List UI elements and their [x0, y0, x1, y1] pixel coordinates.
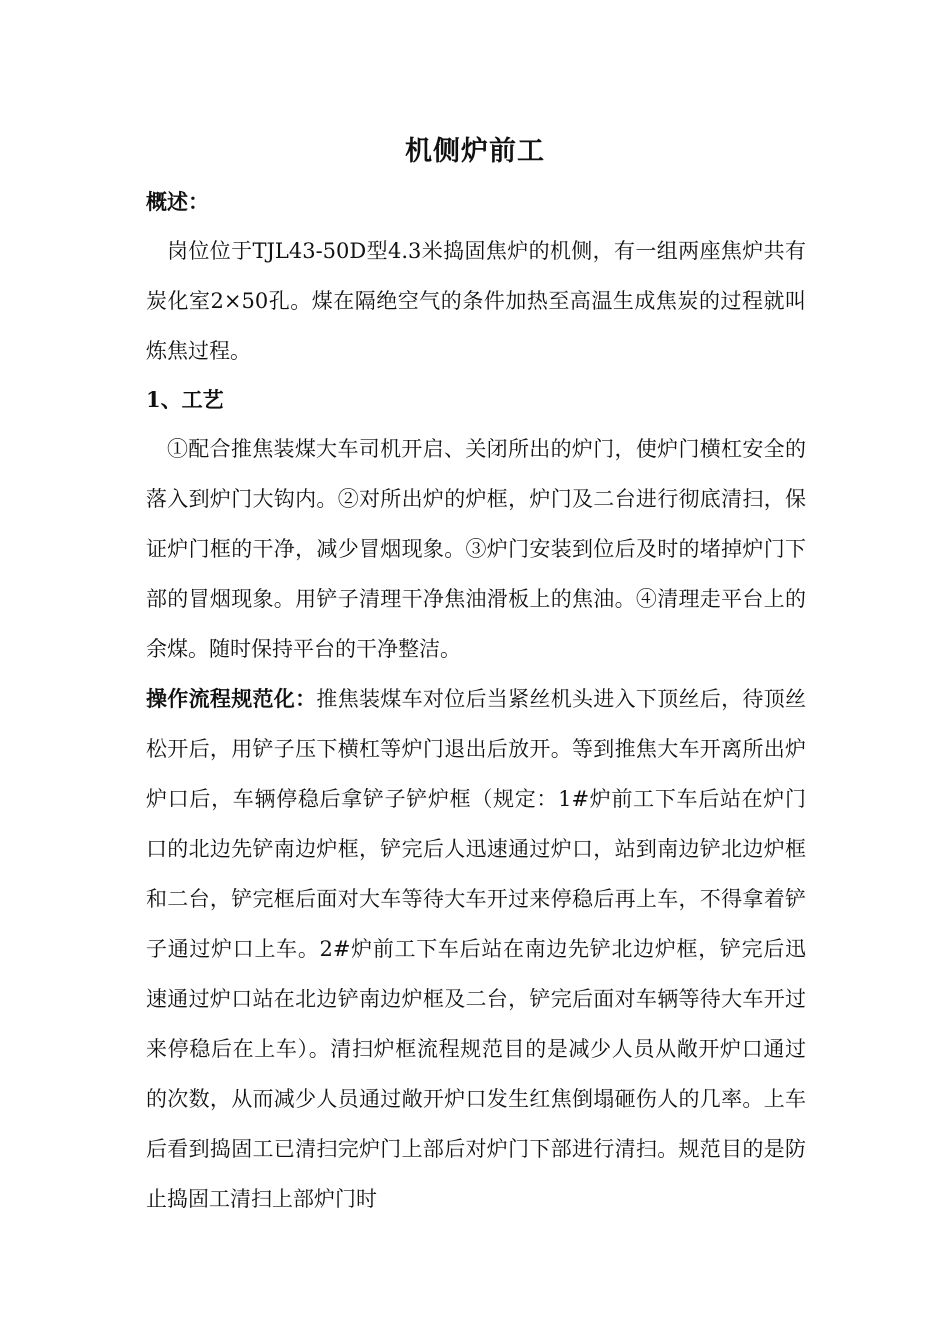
- section-1-paragraph: ①配合推焦装煤大车司机开启、关闭所出的炉门，使炉门横杠安全的落入到炉门大钩内。②对所出炉的炉框，炉门及二台进行彻底清扫，保证炉门框的干净，减少冒烟现象。③炉门安装到位后及时的堵掉炉门下部的冒烟现象。用铲子清理干净焦油滑板上的焦油。④清理走平台上的余煤。随时保持平台的干净整洁。: [146, 437, 806, 661]
- procedure-label: 操作流程规范化：: [146, 686, 317, 711]
- procedure-paragraph: [146, 674, 806, 1224]
- procedure-text: 推焦装煤车对位后当紧丝机头进入下顶丝后，待顶丝松开后，用铲子压下横杠等炉门退出后放开。等到推焦大车开离所出炉炉口后，车辆停稳后拿铲子铲炉框（规定：1#炉前工下车后站在炉门口的北边先铲南边炉框，铲完后人迅速通过炉口，站到南边铲北边炉框和二台，铲完框后面对大车等待大车开过来停稳后再上车，不得拿着铲子通过炉口上车。2#炉前工下车后站在南边先铲北边炉框，铲完后迅速通过炉口站在北边铲南边炉框及二台，铲完后面对车辆等待大车开过来停稳后在上车）。清扫炉框流程规范目的是减少人员从敞开炉口通过的次数，从而减少人员通过敞开炉口发生红焦倒塌砸伤人的几率。上车后看到捣固工已清扫完炉门上部后对炉门下部进行清扫。规范目的是防止捣固工清扫上部炉门时: [146, 687, 807, 1211]
- overview-heading: 概述：: [146, 189, 209, 214]
- document-title: 机侧炉前工: [405, 136, 545, 167]
- overview-paragraph: 岗位位于TJL43-50D型4.3米捣固焦炉的机侧，有一组两座焦炉共有炭化室2×50孔。煤在隔绝空气的条件加热至高温生成焦炭的过程就叫炼焦过程。: [146, 239, 806, 363]
- section-1-heading: 1、工艺: [146, 387, 224, 412]
